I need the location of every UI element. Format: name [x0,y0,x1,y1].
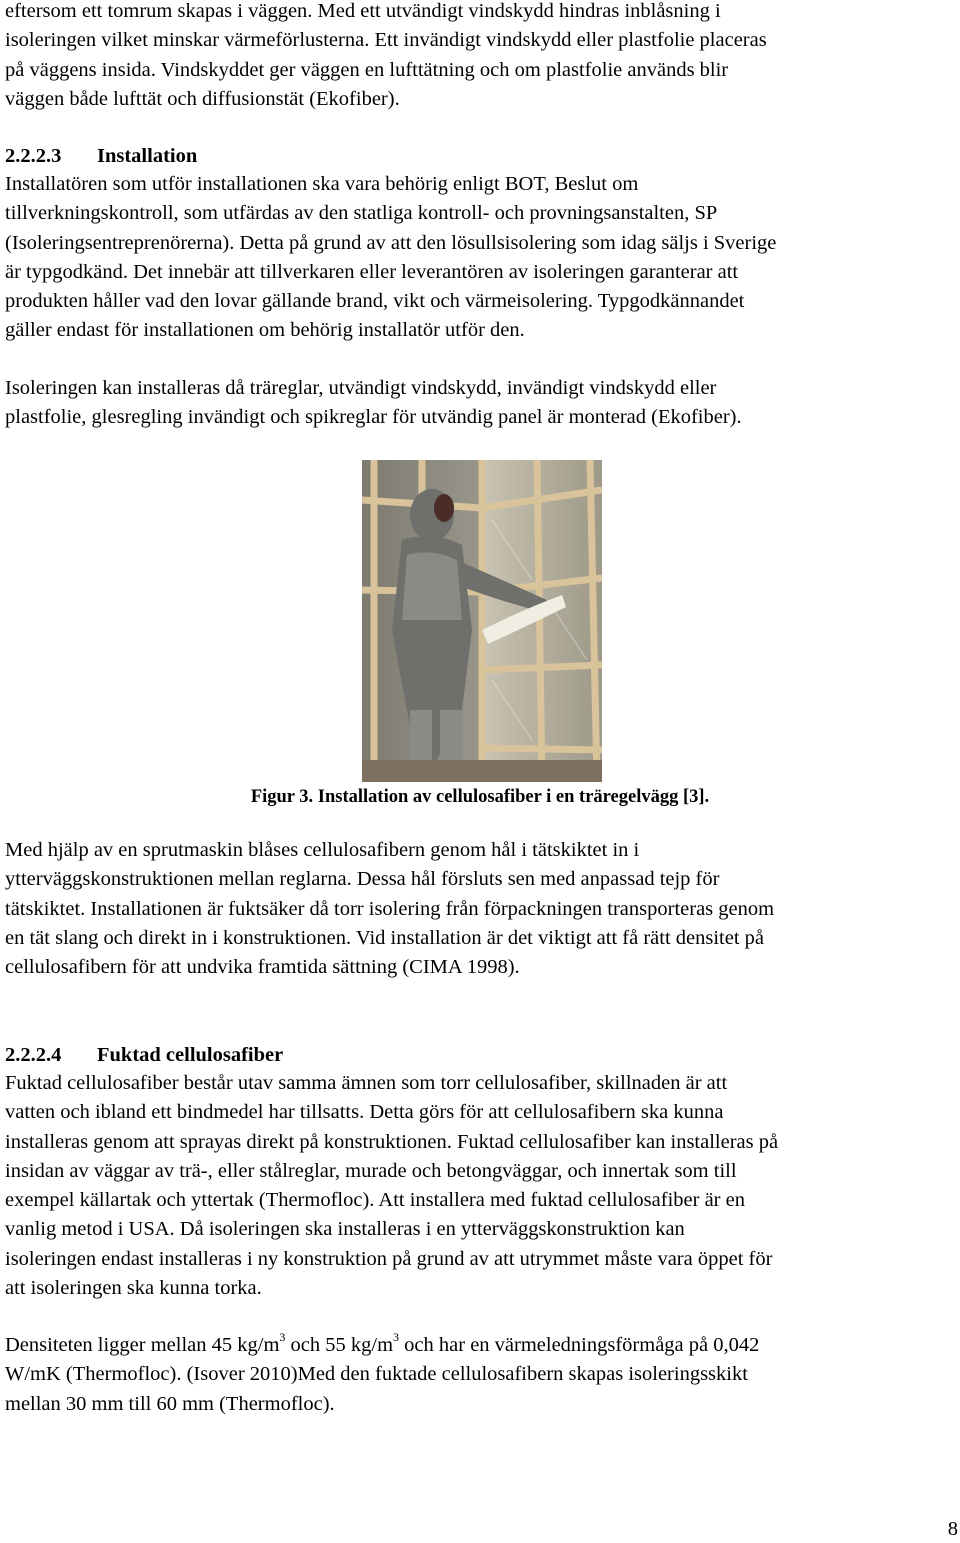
text-line: att isoleringen ska kunna torka. [5,1277,262,1300]
text-line: gäller endast för installationen om behörig installatör utför den. [5,319,525,342]
section-heading-installation [5,142,197,171]
superscript: 3 [393,1330,400,1345]
section-title: Installation [97,145,198,167]
installation-paragraph-2 [5,374,957,433]
text-line: insidan av väggar av trä-, eller stålreglar, murade och betongväggar, och innertak som till [5,1159,737,1182]
intro-paragraph [5,0,957,114]
installation-photo [362,460,602,782]
text-line: produkten håller vad den lovar gällande brand, vikt och värmeisolering. Typgodkännandet [5,290,745,313]
text-line: isoleringen endast installeras i ny konstruktion på grund av att utrymmet måste vara öppet för [5,1247,773,1270]
text-line: W/mK (Thermofloc). (Isover 2010)Med den fuktade cellulosafibern skapas isoleringsskikt [5,1363,748,1386]
text-line: cellulosafibern för att undvika framtida sättning (CIMA 1998). [5,956,520,979]
density-paragraph [5,1331,957,1419]
section-number: 2.2.2.4 [5,1044,62,1066]
text-line: mellan 30 mm till 60 mm (Thermofloc). [5,1392,335,1415]
text-line: på väggens insida. Vindskyddet ger väggen en lufttätning och om plastfolie används blir [5,58,729,81]
text-line: isoleringen vilket minskar värmeförlusterna. Ett invändigt vindskydd eller plastfolie placeras [5,29,767,52]
fuktad-paragraph-1 [5,1069,957,1303]
text-line: Installatören som utför installationen ska vara behörig enligt BOT, Beslut om [5,173,639,195]
text-line: eftersom ett tomrum skapas i väggen. Med ett utvändigt vindskydd hindras inblåsning i [5,0,721,22]
text-line: en tät slang och direkt in i konstruktionen. Vid installation är det viktigt att få rätt densitet på [5,926,765,949]
text-line [5,1331,957,1360]
text-line: tätskiktet. Installationen är fuktsäker då torr isolering från förpackningen transporteras genom [5,897,775,920]
text-line: exempel källartak och yttertak (Thermofloc). Att installera med fuktad cellulosafiber är en [5,1189,745,1212]
section-heading-fuktad [5,1041,283,1070]
text-line: (Isoleringsentreprenörerna). Detta på grund av att den lösullsisolering som idag säljs i Sverige [5,231,777,254]
text-line: vatten och ibland ett bindmedel har tillsatts. Detta görs för att cellulosafibern ska kunna [5,1101,724,1124]
density-text: och 55 kg/m [285,1334,394,1356]
text-line: är typgodkänd. Det innebär att tillverkaren eller leverantören av isoleringen garanterar att [5,260,739,283]
page-number: 8 [947,1518,958,1540]
installation-paragraph-1 [5,170,957,346]
text-line: tillverkningskontroll, som utfärdas av den statliga kontroll- och provningsanstalten, SP [5,202,718,225]
text-line: Isoleringen kan installeras då träreglar, utvändigt vindskydd, invändigt vindskydd eller [5,377,717,399]
figure-caption: Figur 3. Installation av cellulosafiber i en träregelvägg [3]. [250,787,710,807]
section-number: 2.2.2.3 [5,145,62,167]
section-title: Fuktad cellulosafiber [97,1044,284,1066]
installation-paragraph-3 [5,836,957,982]
text-line: väggen både lufttät och diffusionstät (Ekofiber). [5,87,400,110]
text-line: ytterväggskonstruktionen mellan reglarna. Dessa hål försluts sen med anpassad tejp för [5,868,720,891]
text-line: plastfolie, glesregling invändigt och spikreglar för utvändig panel är monterad (Ekofiber). [5,406,742,429]
text-line: Fuktad cellulosafiber består utav samma ämnen som torr cellulosafiber, skillnaden är att [5,1072,728,1094]
density-text: och har en värmeledningsförmåga på 0,042 [399,1334,760,1356]
superscript: 3 [279,1330,286,1345]
text-line: installeras genom att sprayas direkt på konstruktionen. Fuktad cellulosafiber kan installeras på [5,1130,779,1153]
density-text: Densiteten ligger mellan 45 kg/m [5,1334,280,1356]
text-line: Med hjälp av en sprutmaskin blåses cellulosafibern genom hål i tätskiktet in i [5,839,640,861]
text-line: vanlig metod i USA. Då isoleringen ska installeras i en ytterväggskonstruktion kan [5,1218,685,1241]
